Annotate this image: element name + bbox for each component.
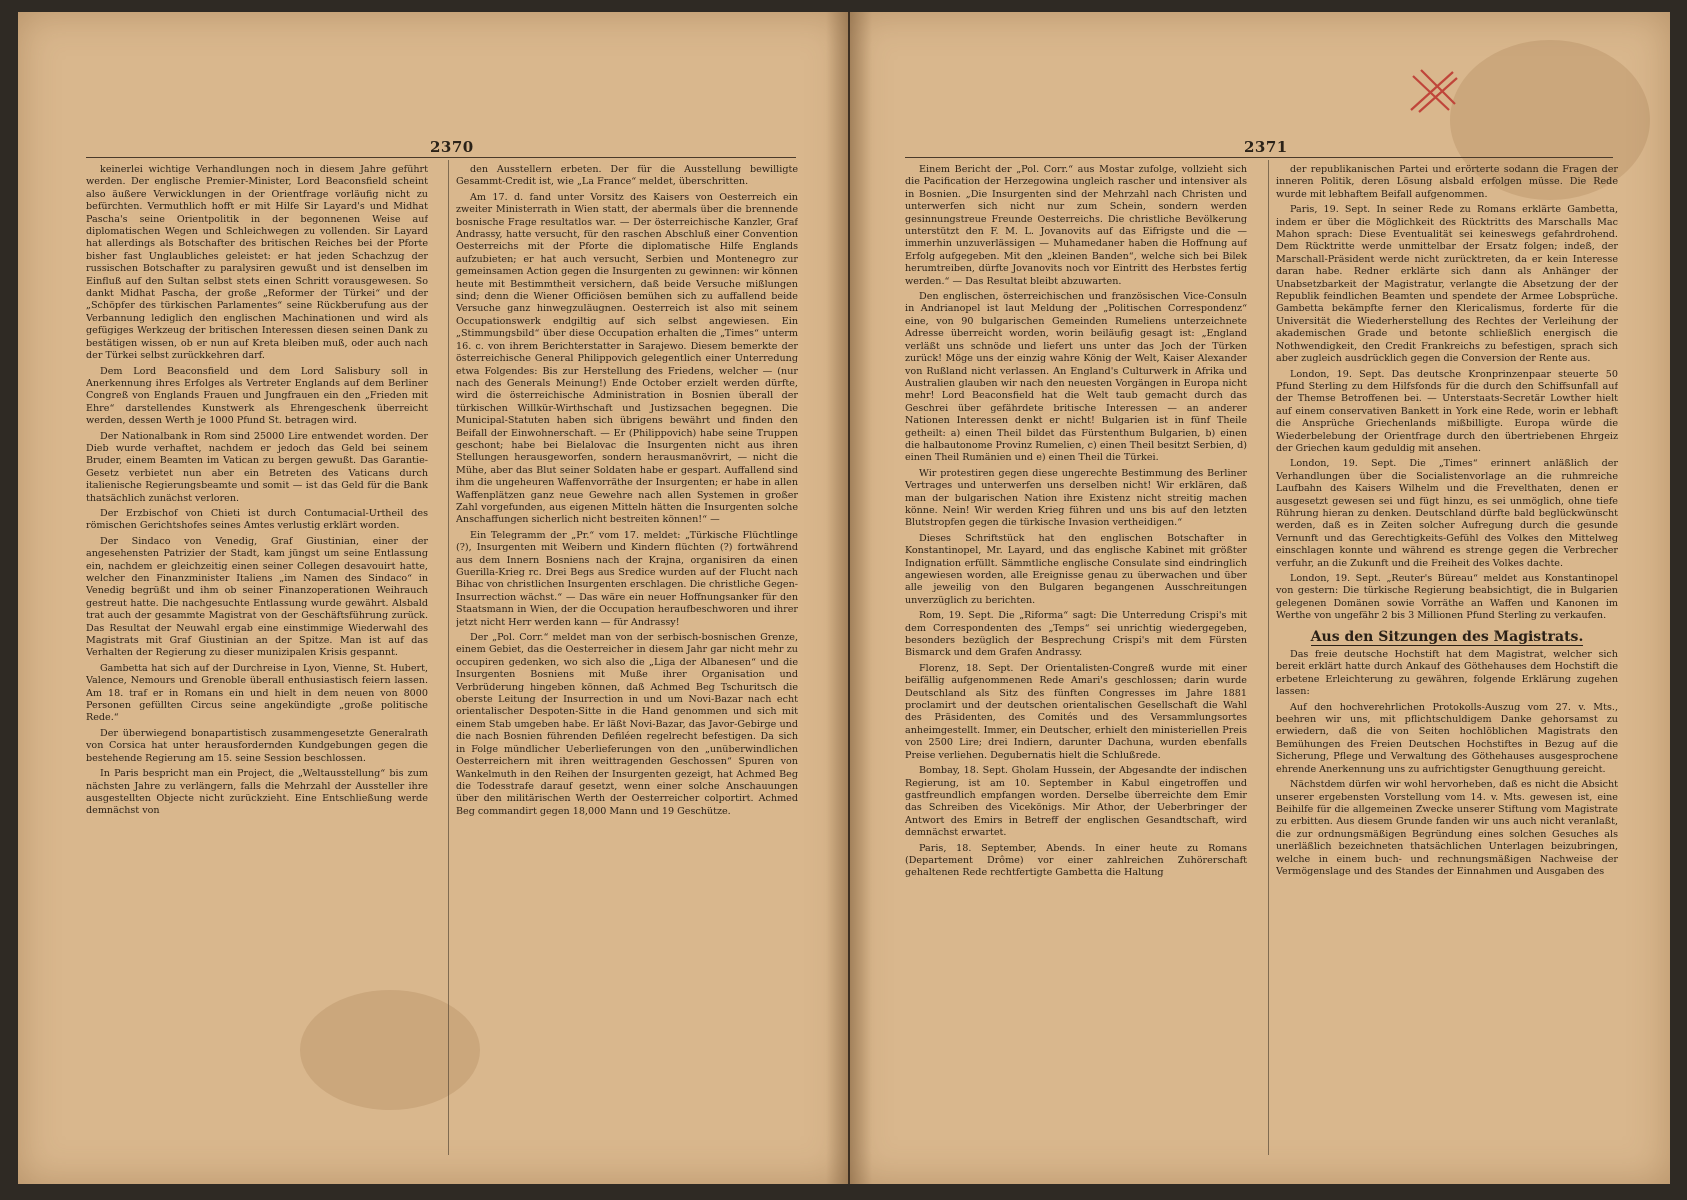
paragraph: London, 19. Sept. Die „Times“ erinnert anläßlich der Verhandlungen über die Socialistenvorlage an die ruhmreiche Laufbahn des Kaisers Wilhelm und die Frevelthaten, denen er ausgesetzt gewesen sei und fügt hinzu, es sei unmöglich, ohne tiefe Rührung hieran zu denken. Deutschland dürfte bald beglückwünscht werden, daß es in Zeiten solcher Aufregung durch die gesunde Vernunft und das Gerechtigkeits-Gefühl des Volkes den Mittelweg einschlagen konnte und während es strenge gegen die Verbrecher verfuhr, an die Zukunft und die Freiheit des Volkes dachte. [1276, 458, 1618, 569]
column-rule-left [448, 160, 449, 1155]
column-left-1 [86, 164, 428, 1154]
paragraph: Am 17. d. fand unter Vorsitz des Kaisers von Oesterreich ein zweiter Ministerrath in Wien statt, der abermals über die brennende bosnische Frage resultatlos war. — Der österreichische Kanzler, Graf Andrassy, hatte versucht, für den raschen Abschluß einer Convention Oesterreichs mit der Pforte die diplomatische Hilfe Englands aufzubieten; er hat auch versucht, Serbien und Montenegro zur gemeinsamen Action gegen die Insurgenten zu gewinnen: wir können heute mit Bestimmtheit versichern, daß beide Versuche mißlungen sind; denn die Wiener Officiösen bemühen sich zu auffallend beide Versuche ganz hinwegzuläugnen. Oesterreich ist also mit seinem Occupationswerk endgiltig auf sich selbst angewiesen. Ein „Stimmungsbild“ über diese Occupation erhalten die „Times“ unterm 16. c. von ihrem Berichterstatter in Sarajewo. Diesem bemerkte der österreichische General Philippovich gelegentlich einer Unterredung etwa Folgendes: Bis zur Herstellung des Friedens, welcher — (nur nach des Generals Meinung!) Ende October erzielt werden dürfte, wird die österreichische Administration in Bosnien überall der türkischen Willkür-Wirthschaft und Justizsachen begegnen. Die Municipal-Statuten haben sich übrigens bewährt und finden den Beifall der Einwohnerschaft. — Er (Philippovich) habe seine Truppen geschont; habe bei Bielalovac die Insurgenten nicht aus ihren Stellungen herausgeworfen, sondern herausmanövrirt, — nicht die Mühe, aber das Blut seiner Soldaten habe er gespart. Auffallend sind ihm die ungeheuren Waffenvorräthe der Insurgenten; er habe in allen Waffenplätzen ganz neue Gewehre nach allen Systemen in großer Zahl vorgefunden, aus eigenen Mitteln hätten die Insurgenten solche Anschaffungen sicherlich nicht bestreiten können!“ — [456, 191, 798, 526]
section-heading-text: Aus den Sitzungen des Magistrats. [1310, 628, 1584, 645]
paragraph: Der Erzbischof von Chieti ist durch Contumacial-Urtheil des römischen Gerichtshofes seines Amtes verlustig erklärt worden. [86, 507, 428, 532]
paragraph: der republikanischen Partei und erörterte sodann die Fragen der inneren Politik, deren Lösung alsbald erfolgen müsse. Die Rede wurde mit lebhaftem Beifall aufgenommen. [1276, 164, 1618, 200]
paragraph: Nächstdem dürfen wir wohl hervorheben, daß es nicht die Absicht unserer ergebensten Vorstellung vom 14. v. Mts. gewesen ist, eine Beihilfe für die allgemeinen Zwecke unserer Stiftung vom Magistrate zu erbitten. Aus diesem Grunde fanden wir uns auch nicht veranlaßt, die zur ordnungsmäßigen Begründung eines solchen Gesuches als unerläßlich bezeichneten thatsächlichen Unterlagen beizubringen, welche in einem buch- und rechnungsmäßigen Nachweise der Vermögenslage und des Standes der Einnahmen und Ausgaben des [1276, 779, 1618, 877]
header-rule-right [905, 157, 1613, 158]
paragraph: London, 19. Sept. Das deutsche Kronprinzenpaar steuerte 50 Pfund Sterling zu dem Hilfsfonds für die durch den Schiffsunfall auf der Themse Betroffenen bei. — Unterstaats-Secretär Lowther hielt auf einem conservativen Bankett in York eine Rede, worin er lebhaft die Ansprüche Griechenlands mißbilligte. Europa würde die Wiederbelebung der Orientfrage durch den übertriebenen Ehrgeiz der Griechen kaum geduldig mit ansehen. [1276, 368, 1618, 454]
column-left-2 [456, 164, 798, 1154]
paragraph: Den englischen, österreichischen und französischen Vice-Consuln in Andrianopel ist laut Meldung der „Politischen Correspondenz“ eine, von 90 bulgarischen Gemeinden Rumeliens unterzeichnete Adresse überreicht worden, worin beiläufig gesagt ist: „England verläßt uns schnöde und liefert uns unter das Joch der Türken zurück! Möge uns der einzig wahre König der Welt, Kaiser Alexander von Rußland nicht verlassen. An England's Culturwerk in Afrika und Australien glauben wir nach den neuesten Vorgängen in Europa nicht mehr! Lord Beaconsfield hat die Welt taub gemacht durch das Geschrei über gefährdete britische Interessen — an anderer Nationen Interessen denkt er nicht! Bulgarien ist in fünf Theile getheilt: a) einen Theil bildet das Fürstenthum Bulgarien, b) einen die halbautonome Provinz Rumelien, c) einen Theil besitzt Serbien, d) einen Theil Rumänien und e) einen Theil die Türkei. [905, 291, 1247, 464]
paragraph: Rom, 19. Sept. Die „Riforma“ sagt: Die Unterredung Crispi's mit dem Correspondenten des „Temps“ sei unrichtig wiedergegeben, besonders bezüglich der Besprechung Crispi's mit dem Fürsten Bismarck und dem Grafen Andrassy. [905, 610, 1247, 659]
paragraph: Der Sindaco von Venedig, Graf Giustinian, einer der angesehensten Patrizier der Stadt, kam jüngst um seine Entlassung ein, nachdem er gleichzeitig einen seiner Collegen desavouirt hatte, welcher den Finanzminister Italiens „im Namen des Sindaco“ in Venedig begrüßt und ihm ob seiner Finanzoperationen Weihrauch gestreut hatte. Die nachgesuchte Entlassung wurde gewährt. Alsbald trat auch der gesammte Magistrat von der Geschäftsführung zurück. Das Resultat der Neuwahl ergab eine einstimmige Wiederwahl des Magistrats mit Graf Giustinian an der Spitze. Man ist auf das Verhalten der Regierung zu dieser munizipalen Krisis gespannt. [86, 535, 428, 659]
header-rule-left [86, 157, 796, 158]
paragraph: Der „Pol. Corr.“ meldet man von der serbisch-bosnischen Grenze, einem Gebiet, das die Oesterreicher in diesem Jahr gar nicht mehr zu occupiren gedenken, wo sich also die „Liga der Albanesen“ und die Insurgenten Bosniens mit Muße ihrer Organisation und Verbrüderung hingeben können, daß Achmed Beg Tschuritsch die oberste Leitung der Insurrection in und um Novi-Bazar nach echt orientalischer Despoten-Sitte in die Hand genommen und sich mit einem Stab umgeben habe. Er läßt Novi-Bazar, das Javor-Gebirge und die nach Bosnien führenden Defiléen regelrecht befestigen. Da sich in Folge mündlicher Ueberlieferungen von den „unüberwindlichen Oesterreichern mit ihren weittragenden Geschossen“ Spuren von Wankelmuth in den Reihen der Insurgenten gezeigt, hat Achmed Beg die Todesstrafe darauf gesetzt, wenn einer solche Anschauungen über den militärischen Werth der Oesterreicher colportirt. Achmed Beg commandirt gegen 18,000 Mann und 19 Geschütze. [456, 632, 798, 817]
paragraph: Dieses Schriftstück hat den englischen Botschafter in Konstantinopel, Mr. Layard, und das englische Kabinet mit größter Indignation erfüllt. Sämmtliche englische Consulate sind eindringlich angewiesen worden, alle Ereignisse genau zu überwachen und über alle jeweilig von den Bulgaren begangenen Ausschreitungen unverzüglich zu berichten. [905, 532, 1247, 606]
paragraph: Bombay, 18. Sept. Gholam Hussein, der Abgesandte der indischen Regierung, ist am 10. September in Kabul eingetroffen und gastfreundlich empfangen worden. Derselbe überreichte dem Emir das Schreiben des Vicekönigs. Mir Athor, der Ueberbringer der Antwort des Emirs in Betreff der englischen Gesandtschaft, wird demnächst erwartet. [905, 765, 1247, 839]
column-right-1 [905, 164, 1247, 1154]
pencil-cross-mark [1405, 62, 1459, 116]
paragraph: Dem Lord Beaconsfield und dem Lord Salisbury soll in Anerkennung ihres Erfolges als Vertreter Englands auf dem Berliner Congreß von Englands Frauen und Jungfrauen ein den „Frieden mit Ehre“ darstellendes Kunstwerk als Ehrengeschenk überreicht werden, dessen Werth je 1000 Pfund St. betragen wird. [86, 365, 428, 427]
paragraph: Der Nationalbank in Rom sind 25000 Lire entwendet worden. Der Dieb wurde verhaftet, nachdem er jedoch das Geld bei seinem Bruder, einem Beamten im Vatican zu bergen gewußt. Das Garantie-Gesetz verbietet nun aber ein Betreten des Vaticans durch italienische Regierungsbeamte und somit — ist das Geld für die Bank thatsächlich zunächst verloren. [86, 430, 428, 504]
paragraph: Auf den hochverehrlichen Protokolls-Auszug vom 27. v. Mts., beehren wir uns, mit pflichtschuldigem Danke gehorsamst zu erwiedern, daß die von Seiten hochlöblichen Magistrats den Bemühungen des Freien Deutschen Hochstiftes in Bezug auf die Sicherung, Pflege und Verwaltung des Göthehauses ausgesprochene ehrende Anerkennung uns zu aufrichtigster Genugthuung gereicht. [1276, 701, 1618, 775]
paragraph: In Paris bespricht man ein Project, die „Weltausstellung“ bis zum nächsten Jahre zu verlängern, falls die Mehrzahl der Aussteller ihre ausgestellten Objecte nicht zurückzieht. Eine Entschließung werde demnächst von [86, 768, 428, 817]
paragraph: den Ausstellern erbeten. Der für die Ausstellung bewilligte Gesammt-Credit ist, wie „La France“ meldet, überschritten. [456, 164, 798, 188]
paragraph: keinerlei wichtige Verhandlungen noch in diesem Jahre geführt werden. Der englische Premier-Minister, Lord Beaconsfield scheint also äußere Verwicklungen in der Orientfrage vorläufig nicht zu befürchten. Vermuthlich hofft er mit Hilfe Sir Layard's und Midhat Pascha's seine Orientpolitik in der begonnenen Weise auf diplomatischen Wegen und Schleichwegen zu vollenden. Sir Layard hat allerdings als Botschafter des britischen Reiches bei der Pforte bisher fast Unglaubliches geleistet: er hat jeden Schachzug der russischen Botschafter zu paralysiren gewußt und ist denselben im Einfluß auf den Sultan selbst stets einen Schritt vorausgewesen. So dankt Midhat Pascha, der große „Reformer der Türkei“ und der „Schöpfer des türkischen Parlamentes“ seine Rückberufung aus der Verbannung lediglich den englischen Machinationen und wird als gefügiges Werkzeug der britischen Interessen diesen seinen Dank zu bestätigen wissen, ob er nun auf Kreta bleiben muß, oder auch nach der Türkei selbst zurückkehren darf. [86, 164, 428, 362]
column-right-2 [1276, 164, 1618, 1154]
paragraph: Paris, 19. Sept. In seiner Rede zu Romans erklärte Gambetta, indem er über die Möglichkeit des Rücktritts des Marschalls Mac Mahon sprach: Diese Eventualität sei keineswegs gefahrdrohend. Dem Rücktritte werde unmittelbar der Ersatz folgen; indeß, der Marschall-Präsident werde nicht zurücktreten, da er kein Interesse daran habe. Redner erklärte sich dann als Anhänger der Unabsetzbarkeit der Magistratur, verlangte die Absetzung der der Republik feindlichen Beamten und spendete der Armee Lobsprüche. Gambetta bekämpfte ferner den Klericalismus, forderte für die Universität die Wiederherstellung des Rechtes der Verleihung der akademischen Grade und betonte schließlich energisch die Nothwendigkeit, den Credit Frankreichs zu befestigen, sprach sich aber zugleich ausdrücklich gegen die Conversion der Rente aus. [1276, 204, 1618, 365]
paragraph: Einem Bericht der „Pol. Corr.“ aus Mostar zufolge, vollzieht sich die Pacification der Herzegowina ungleich rascher und intensiver als in Bosnien. „Die Insurgenten sind der Mehrzahl nach Christen und unterwerfen sich nicht nur zum Schein, sondern werden gesinnungstreue Freunde Oesterreichs. Die christliche Bevölkerung unterstützt den F. M. L. Jovanovits auf das Eifrigste und die — immerhin unzuverlässigen — Muhamedaner haben die Hoffnung auf Erfolg aufgegeben. Mit den „kleinen Banden“, welche sich bei Bilek herumtreiben, dürfte Jovanovits noch vor Eintritt des Herbstes fertig werden.“ — Das Resultat bleibt abzuwarten. [905, 164, 1247, 287]
paragraph: Gambetta hat sich auf der Durchreise in Lyon, Vienne, St. Hubert, Valence, Nemours und Grenoble überall enthusiastisch feiern lassen. Am 18. traf er in Romans ein und hielt in dem neuen von 8000 Personen gefüllten Circus seine angekündigte „große politische Rede.“ [86, 662, 428, 724]
paragraph: Der überwiegend bonapartistisch zusammengesetzte Generalrath von Corsica hat unter herausfordernden Kundgebungen gegen die bestehende Regierung am 15. seine Session beschlossen. [86, 727, 428, 764]
page-gutter [826, 12, 872, 1184]
paragraph: Das freie deutsche Hochstift hat dem Magistrat, welcher sich bereit erklärt hatte durch Ankauf des Göthehauses dem Hochstift die erbetene Erleichterung zu gewähren, folgende Erklärung zugehen lassen: [1276, 649, 1618, 698]
page-number-right: 2371 [1244, 138, 1288, 156]
section-heading [1276, 628, 1618, 645]
paragraph: Paris, 18. September, Abends. In einer heute zu Romans (Departement Drôme) vor einer zahlreichen Zuhörerschaft gehaltenen Rede rechtfertigte Gambetta die Haltung [905, 842, 1247, 879]
paragraph: London, 19. Sept. „Reuter's Büreau“ meldet aus Konstantinopel von gestern: Die türkische Regierung beabsichtigt, die in Bulgarien gelegenen Domänen sowie Vorräthe an Waffen und Kanonen im Werthe von ungefähr 2 bis 3 Millionen Pfund Sterling zu verkaufen. [1276, 573, 1618, 622]
column-rule-right [1268, 160, 1269, 1155]
paragraph: Florenz, 18. Sept. Der Orientalisten-Congreß wurde mit einer beifällig aufgenommenen Rede Amari's geschlossen; darin wurde Deutschland als Sitz des fünften Congresses im Jahre 1881 proclamirt und der deutschen orientalischen Gesellschaft die Wahl des Präsidenten, des Comités und des Versammlungsortes anheimgestellt. Immer, ein Deutscher, erhielt den ministeriellen Preis von 2500 Lire; drei Indiern, darunter Dachuna, wurden ebenfalls Preise verliehen. Degubernatis hielt die Schlußrede. [905, 662, 1247, 761]
paragraph: Ein Telegramm der „Pr.“ vom 17. meldet: „Türkische Flüchtlinge (?), Insurgenten mit Weibern und Kindern flüchten (?) fortwährend aus dem Innern Bosniens nach der Krajna, organisiren da einen Guerilla-Krieg rc. Drei Begs aus Sredice wurden auf der Flucht nach Bihac von christlichen Insurgenten erschlagen. Die christliche Gegen-Insurrection wächst.“ — Das wäre ein neuer Hoffnungsanker für den Staatsmann in Wien, der die Occupation heraufbeschworen und ihrer jetzt nicht Herr werden kann — für Andrassy! [456, 529, 798, 628]
paragraph: Wir protestiren gegen diese ungerechte Bestimmung des Berliner Vertrages und unterwerfen uns derselben nicht! Wir erklären, daß man der bulgarischen Nation ihre Existenz nicht streitig machen könne. Nein! Wir werden Krieg führen und uns bis auf den letzten Blutstropfen gegen die türkische Invasion vertheidigen.“ [905, 467, 1247, 529]
page-number-left: 2370 [430, 138, 474, 156]
